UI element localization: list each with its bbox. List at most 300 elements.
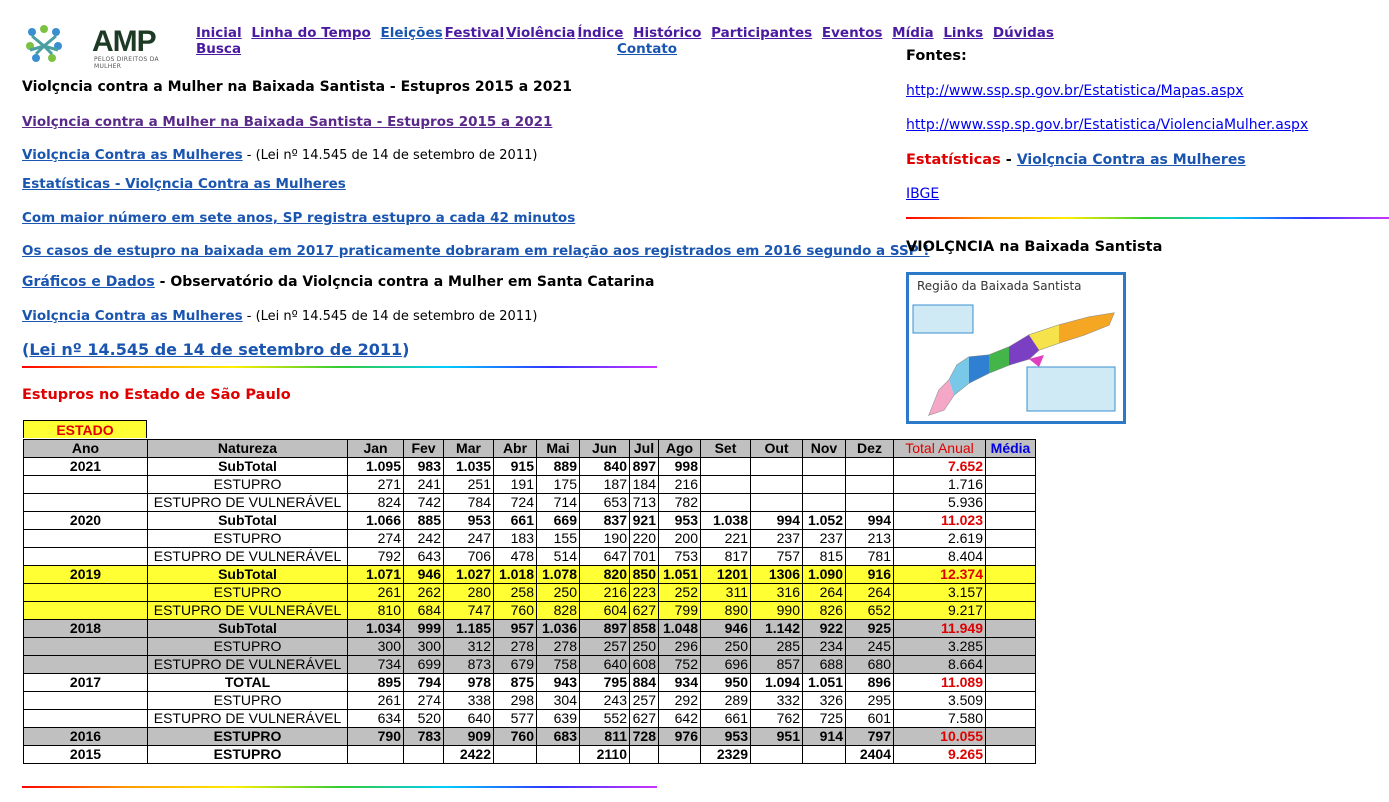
violencia-baixada-title: VIOLÇNCIA na Baixada Santista [906,239,1163,255]
table-cell: 311 [701,584,751,602]
table-cell: 304 [537,692,580,710]
logo-text: AMP [92,25,156,58]
table-cell: 261 [348,692,404,710]
table-cell [846,494,894,512]
table-cell: 909 [444,728,494,746]
table-cell: 242 [404,530,444,548]
table-header-cell: Total Anual [894,440,986,458]
table-cell: 257 [630,692,659,710]
map-title: Região da Baixada Santista [917,279,1082,293]
table-cell [537,746,580,764]
table-row [24,728,1036,746]
table-cell: 280 [444,584,494,602]
table-cell [846,476,894,494]
table-cell: 885 [404,512,444,530]
table-cell [24,476,148,494]
table-cell: 782 [659,494,701,512]
table-cell: 815 [803,548,846,566]
table-cell: 857 [751,656,803,674]
nav-link-inicial[interactable]: Inicial [196,25,242,41]
table-cell: 7.652 [894,458,986,476]
table-header-cell: Ano [24,440,148,458]
table-cell: 257 [580,638,630,656]
table-cell: 3.509 [894,692,986,710]
link-violencia-contra-mulheres-right[interactable]: Violçncia Contra as Mulheres [1016,152,1246,168]
table-cell: 237 [751,530,803,548]
table-cell: 757 [751,548,803,566]
table-cell [630,746,659,764]
table-cell: 1.142 [751,620,803,638]
table-header-cell: Média [986,440,1036,458]
table-cell: 298 [494,692,537,710]
rainbow-divider-bottom [22,786,657,788]
table-cell: 292 [659,692,701,710]
table-row [24,710,1036,728]
table-cell: 300 [348,638,404,656]
nav-link-violencia[interactable]: Violência [506,25,576,41]
table-cell: 1.095 [348,458,404,476]
table-cell: 1.034 [348,620,404,638]
table-cell [803,476,846,494]
table-cell: 627 [630,602,659,620]
table-header-cell: Jun [580,440,630,458]
table-cell: 11.949 [894,620,986,638]
table-cell: 2.619 [894,530,986,548]
table-cell: 953 [444,512,494,530]
table-cell: 640 [580,656,630,674]
table-cell: 2110 [580,746,630,764]
table-cell [986,476,1036,494]
table-cell: 873 [444,656,494,674]
table-cell: 213 [846,530,894,548]
link-line-graficos [22,274,654,290]
table-cell: 792 [348,548,404,566]
table-cell: 679 [494,656,537,674]
table-cell: ESTUPRO [148,530,348,548]
table-cell: 734 [348,656,404,674]
table-cell: 2018 [24,620,148,638]
nav-link-duvidas[interactable]: Dúvidas [992,25,1054,41]
table-cell: 990 [751,602,803,620]
table-cell: 274 [404,692,444,710]
table-cell: 957 [494,620,537,638]
table-cell [751,494,803,512]
table-cell: 896 [846,674,894,692]
link-estatisticas[interactable]: Estatísticas - Violçncia Contra as Mulheres [22,176,346,192]
table-cell: 652 [846,602,894,620]
table-cell: 653 [580,494,630,512]
estado-label: ESTADO [23,420,147,438]
table-cell [24,494,148,512]
table-cell: 295 [846,692,894,710]
table-header-cell: Nov [803,440,846,458]
link-sp-estupro-42-minutos[interactable]: Com maior número em sete anos, SP registra estupro a cada 42 minutos [22,210,576,226]
table-row [24,674,1036,692]
table-cell [803,458,846,476]
table-cell: 223 [630,584,659,602]
table-cell: 934 [659,674,701,692]
amp-logo[interactable] [22,22,182,70]
table-cell: 8.664 [894,656,986,674]
table-cell: 2017 [24,674,148,692]
link-violencia-contra-mulheres-2[interactable]: Violçncia Contra as Mulheres [22,308,243,324]
table-cell: 1.716 [894,476,986,494]
table-cell: 925 [846,620,894,638]
table-cell: 724 [494,494,537,512]
table-header-cell: Fev [404,440,444,458]
table-cell: 897 [580,620,630,638]
table-row [24,512,1036,530]
table-cell: 478 [494,548,537,566]
table-cell: 784 [444,494,494,512]
law-note-2: - (Lei nº 14.545 de 14 de setembro de 2011) [242,309,538,324]
table-header-cell: Jan [348,440,404,458]
table-cell: 895 [348,674,404,692]
table-cell: 332 [751,692,803,710]
table-cell: 520 [404,710,444,728]
table-cell: ESTUPRO DE VULNERÁVEL [148,710,348,728]
table-cell: 2404 [846,746,894,764]
table-cell: 155 [537,530,580,548]
table-cell: 191 [494,476,537,494]
table-row [24,692,1036,710]
table-cell [404,746,444,764]
table-cell: 251 [444,476,494,494]
table-cell: 683 [537,728,580,746]
table-cell: 10.055 [894,728,986,746]
table-cell: 669 [537,512,580,530]
table-row [24,620,1036,638]
table-cell: 1.018 [494,566,537,584]
table-cell [24,710,148,728]
nav-link-midia[interactable]: Mídia [892,25,934,41]
table-header-row [24,440,1036,458]
table-cell: 684 [404,602,444,620]
link-violencia-contra-mulheres[interactable]: Violçncia Contra as Mulheres [22,147,243,163]
table-cell: ESTUPRO [148,692,348,710]
table-cell: 810 [348,602,404,620]
rainbow-divider-right [906,217,1389,219]
table-cell: 278 [537,638,580,656]
table-cell [803,746,846,764]
table-cell: 245 [846,638,894,656]
table-cell: 190 [580,530,630,548]
table-cell [986,746,1036,764]
estupros-table [23,439,1036,764]
table-cell: 262 [404,584,444,602]
table-cell: 760 [494,602,537,620]
nav-link-eventos[interactable]: Eventos [821,25,883,41]
nav-link-historico[interactable]: Histórico [633,25,702,41]
table-cell: 250 [630,638,659,656]
nav-link-busca[interactable]: Busca [196,41,242,57]
table-cell: 2329 [701,746,751,764]
table-cell: 12.374 [894,566,986,584]
table-cell: 890 [701,602,751,620]
table-cell: 953 [701,728,751,746]
table-cell: 264 [846,584,894,602]
law-note: - (Lei nº 14.545 de 14 de setembro de 2011) [242,148,538,163]
table-cell: 634 [348,710,404,728]
table-cell: 742 [404,494,444,512]
table-cell: 826 [803,602,846,620]
table-cell: 916 [846,566,894,584]
table-cell: ESTUPRO [148,746,348,764]
table-cell: 7.580 [894,710,986,728]
table-row [24,548,1036,566]
fontes-label: Fontes: [906,48,967,64]
table-cell: 2016 [24,728,148,746]
link-ibge[interactable]: IBGE [906,186,940,202]
table-cell [986,530,1036,548]
table-cell: 250 [537,584,580,602]
table-cell [659,746,701,764]
table-cell: ESTUPRO [148,584,348,602]
table-row [24,476,1036,494]
table-cell: 9.217 [894,602,986,620]
table-cell: ESTUPRO [148,728,348,746]
link-ssp-violencia-mulher[interactable]: http://www.ssp.sp.gov.br/Estatistica/ViolenciaMulher.aspx [906,117,1309,133]
table-cell: 247 [444,530,494,548]
table-header-cell: Mai [537,440,580,458]
table-cell: 8.404 [894,548,986,566]
table-cell: SubTotal [148,458,348,476]
table-cell: SubTotal [148,620,348,638]
table-cell: 790 [348,728,404,746]
table-cell: 946 [701,620,751,638]
table-cell [986,584,1036,602]
table-cell: 216 [580,584,630,602]
table-header-cell: Out [751,440,803,458]
table-cell: 889 [537,458,580,476]
table-cell [751,476,803,494]
table-cell: 1306 [751,566,803,584]
table-cell: 1.035 [444,458,494,476]
table-cell: 953 [659,512,701,530]
table-cell: 2021 [24,458,148,476]
table-cell: 840 [580,458,630,476]
table-cell [24,656,148,674]
table-cell: 680 [846,656,894,674]
link-graficos-e-dados[interactable]: Gráficos e Dados [22,274,155,290]
logo-tagline: PELOS DIREITOS DA MULHER [94,56,159,70]
table-cell: 1.051 [803,674,846,692]
table-cell: 250 [701,638,751,656]
table-cell [986,728,1036,746]
table-cell [751,458,803,476]
table-cell [24,692,148,710]
table-cell: 175 [537,476,580,494]
table-cell: 200 [659,530,701,548]
table-cell: 184 [630,476,659,494]
table-cell: 921 [630,512,659,530]
link-casos-estupro-2017[interactable]: Os casos de estupro na baixada em 2017 praticamente dobraram em relação aos registrados em 2016 segundo a SSP ! [22,243,930,259]
table-cell: 884 [630,674,659,692]
table-cell [986,638,1036,656]
table-header-cell: Jul [630,440,659,458]
table-cell [986,602,1036,620]
table-cell: 875 [494,674,537,692]
table-cell: 661 [701,710,751,728]
table-cell: 983 [404,458,444,476]
table-cell: 11.023 [894,512,986,530]
table-cell: 264 [803,584,846,602]
table-cell: 661 [494,512,537,530]
table-cell: 950 [701,674,751,692]
table-cell [986,458,1036,476]
law-line [22,340,409,359]
table-cell: 296 [659,638,701,656]
table-cell: 241 [404,476,444,494]
table-cell: 688 [803,656,846,674]
table-cell [986,692,1036,710]
estatisticas-sep: - [1000,152,1017,168]
link-ssp-mapas[interactable]: http://www.ssp.sp.gov.br/Estatistica/Mapas.aspx [906,83,1244,99]
table-cell [24,584,148,602]
table-row [24,602,1036,620]
table-cell: 922 [803,620,846,638]
table-cell [24,548,148,566]
table-header-cell: Set [701,440,751,458]
table-header-cell: Mar [444,440,494,458]
table-cell: 183 [494,530,537,548]
estatisticas-line [906,152,1246,168]
table-cell [986,656,1036,674]
table-cell: SubTotal [148,512,348,530]
table-header-cell: Natureza [148,440,348,458]
table-cell: 946 [404,566,444,584]
table-cell: 994 [751,512,803,530]
table-cell: 915 [494,458,537,476]
table-cell: 783 [404,728,444,746]
table-cell: 706 [444,548,494,566]
nav-link-linha-do-tempo[interactable]: Linha do Tempo [251,25,371,41]
nav-link-participantes[interactable]: Participantes [711,25,813,41]
table-cell: 3.157 [894,584,986,602]
table-cell: ESTUPRO [148,638,348,656]
table-cell: 9.265 [894,746,986,764]
table-cell: 285 [751,638,803,656]
table-row [24,530,1036,548]
table-cell: 338 [444,692,494,710]
table-cell: 326 [803,692,846,710]
table-cell: 274 [348,530,404,548]
table-cell: 1.094 [751,674,803,692]
table-cell [803,494,846,512]
table-row [24,584,1036,602]
link-estupros-2015-2021[interactable]: Violçncia contra a Mulher na Baixada Santista - Estupros 2015 a 2021 [22,114,553,130]
table-cell: 243 [580,692,630,710]
table-cell [986,620,1036,638]
rainbow-divider [22,366,657,368]
table-cell: 978 [444,674,494,692]
table-row [24,494,1036,512]
nav-link-indice[interactable]: Índice [577,25,624,41]
table-cell: 820 [580,566,630,584]
link-lei-14545[interactable]: Lei nº 14.545 de 14 de setembro de 2011 [29,340,403,359]
table-cell: 817 [701,548,751,566]
table-cell: 2020 [24,512,148,530]
table-cell: ESTUPRO DE VULNERÁVEL [148,548,348,566]
table-cell: 699 [404,656,444,674]
table-cell: 1.052 [803,512,846,530]
table-cell: ESTUPRO DE VULNERÁVEL [148,656,348,674]
table-cell: 837 [580,512,630,530]
table-cell: 753 [659,548,701,566]
table-cell: 943 [537,674,580,692]
table-cell: 728 [630,728,659,746]
table-cell: 1.051 [659,566,701,584]
table-header-cell: Dez [846,440,894,458]
table-cell: 1.036 [537,620,580,638]
table-row [24,566,1036,584]
table-cell [986,548,1036,566]
table-cell: 2019 [24,566,148,584]
table-cell: 998 [659,458,701,476]
estatisticas-label: Estatísticas [906,152,1001,168]
table-cell: 220 [630,530,659,548]
mapa-baixada-santista[interactable] [906,272,1126,424]
table-cell: 252 [659,584,701,602]
table-cell: 1.071 [348,566,404,584]
observatorio-note: - Observatório da Violçncia contra a Mulher em Santa Catarina [154,274,655,290]
table-cell: 601 [846,710,894,728]
table-cell [986,494,1036,512]
table-cell [701,458,751,476]
table-cell: 794 [404,674,444,692]
nav-link-contato[interactable]: Contato [617,41,678,57]
table-cell: 696 [701,656,751,674]
table-cell [986,566,1036,584]
table-cell: TOTAL [148,674,348,692]
table-cell: 514 [537,548,580,566]
table-header-cell: Abr [494,440,537,458]
table-cell: 552 [580,710,630,728]
table-cell: 1201 [701,566,751,584]
nav-link-links[interactable]: Links [943,25,984,41]
table-cell: 278 [494,638,537,656]
table-row [24,458,1036,476]
table-cell: 221 [701,530,751,548]
table-cell: 828 [537,602,580,620]
link-line-lei-2 [22,308,537,324]
table-cell [846,458,894,476]
table-cell: 760 [494,728,537,746]
nav-link-festival[interactable]: Festival [444,25,505,41]
nav-link-eleicoes[interactable]: Eleições [380,25,443,41]
table-cell: 897 [630,458,659,476]
table-cell: ESTUPRO [148,476,348,494]
table-cell: 1.038 [701,512,751,530]
people-logo-icon [22,24,66,64]
table-cell: 799 [659,602,701,620]
table-cell [986,512,1036,530]
table-cell: 1.078 [537,566,580,584]
map-region-image [909,295,1123,419]
table-cell: 701 [630,548,659,566]
table-cell: 316 [751,584,803,602]
table-cell [986,710,1036,728]
table-cell: 1.185 [444,620,494,638]
link-line-lei-1 [22,147,537,163]
table-cell: 11.089 [894,674,986,692]
law-paren-close: ) [402,340,410,359]
table-cell: 639 [537,710,580,728]
table-cell: 271 [348,476,404,494]
table-cell: 824 [348,494,404,512]
table-cell: 187 [580,476,630,494]
table-cell: 643 [404,548,444,566]
